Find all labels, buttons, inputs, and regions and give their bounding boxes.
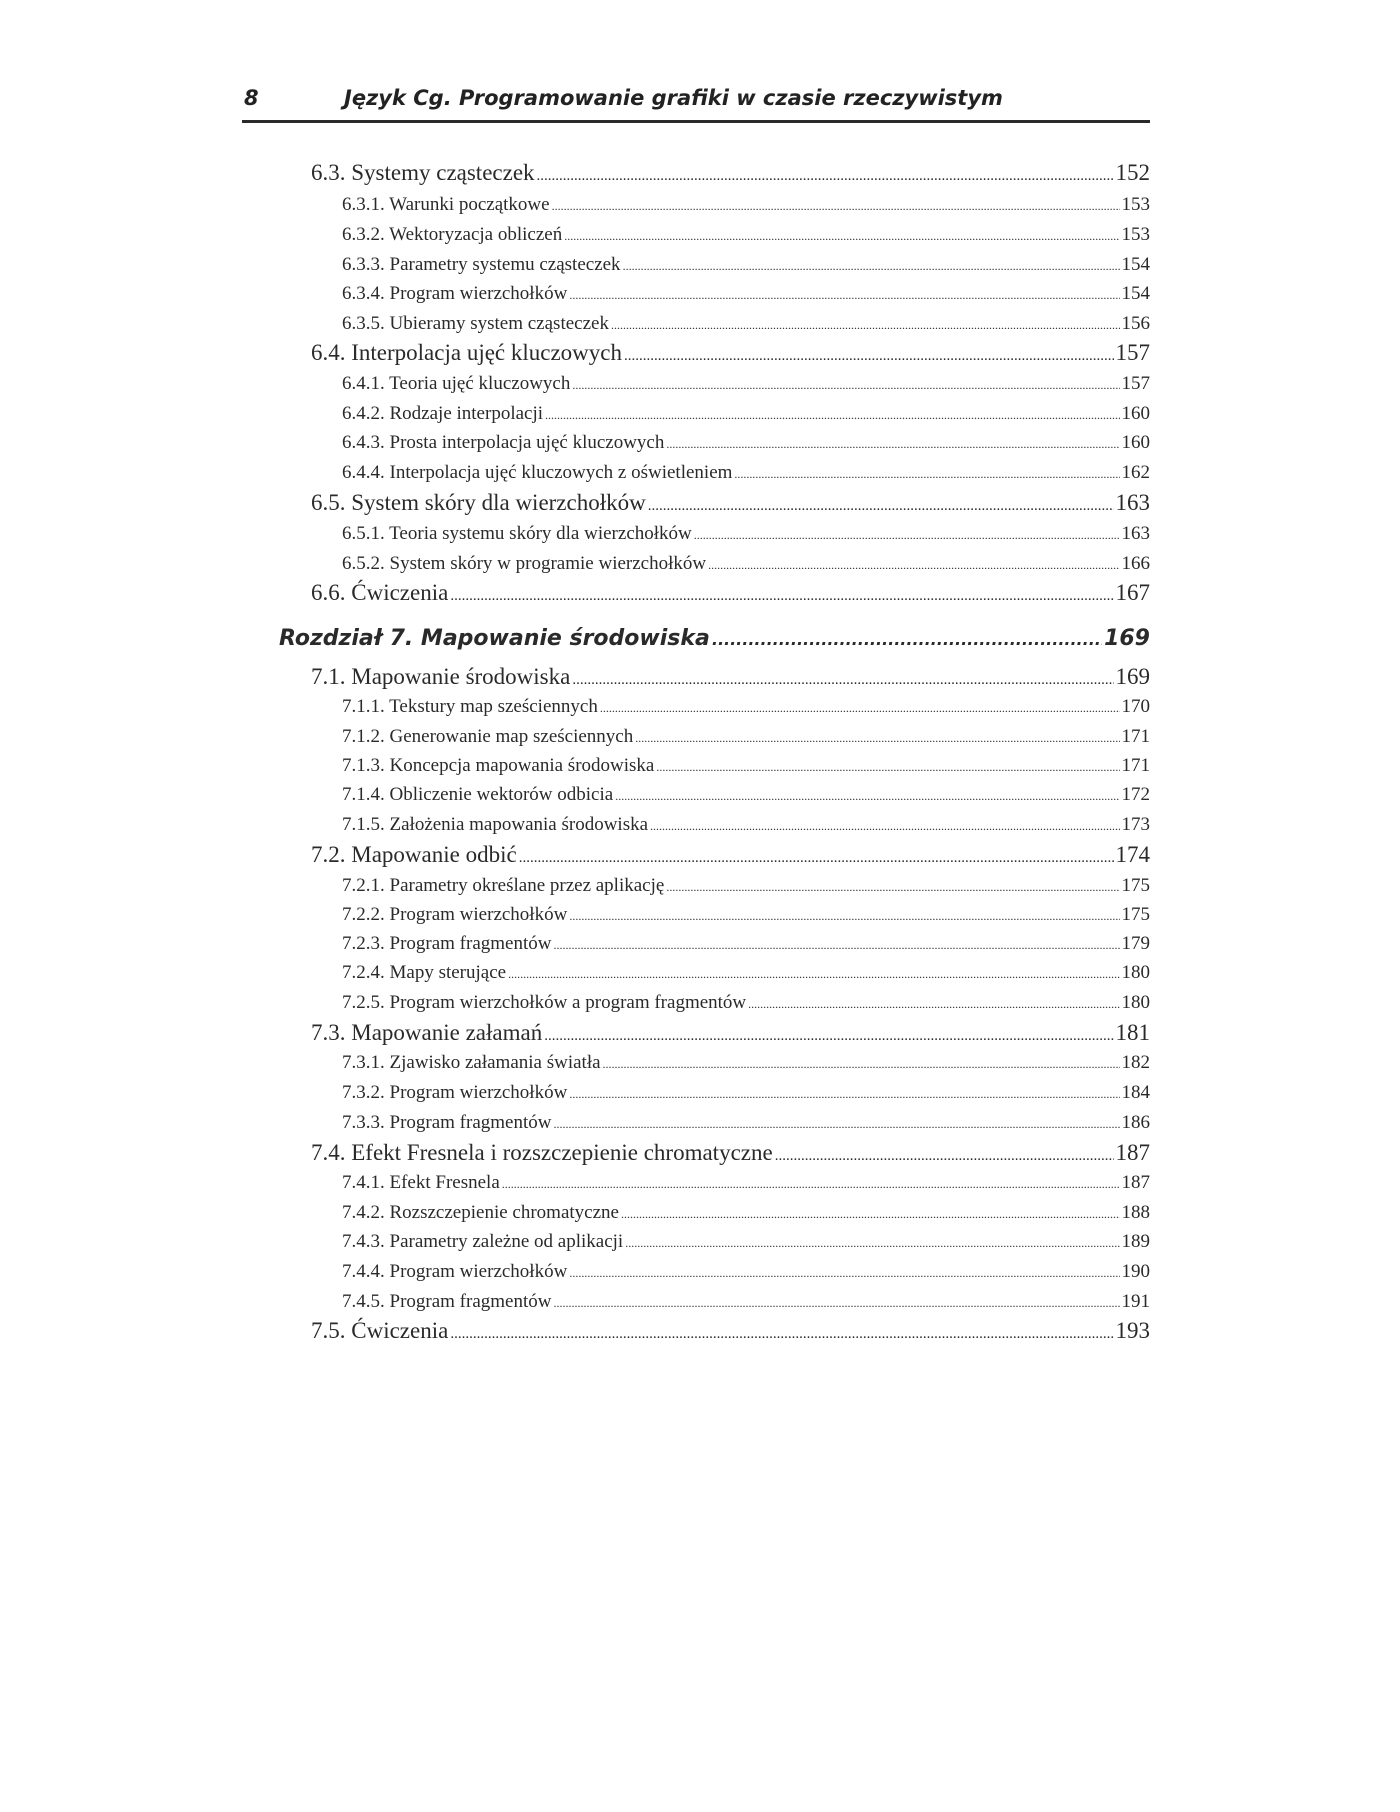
leader-dots [624, 340, 1113, 366]
leader-dots [564, 224, 1119, 246]
toc-page-number: 157 [1115, 340, 1150, 365]
toc-page-number: 152 [1115, 160, 1150, 185]
page-number: 8 [244, 86, 259, 110]
toc-page-number: 182 [1121, 1052, 1150, 1073]
toc-page-number: 180 [1121, 992, 1150, 1013]
toc-page-number: 191 [1121, 1291, 1150, 1312]
toc-section-entry[interactable] [311, 1020, 1150, 1050]
toc-section-entry[interactable] [311, 1140, 1150, 1170]
leader-dots [502, 1172, 1120, 1194]
leader-dots [508, 962, 1119, 984]
leader-dots [775, 1140, 1114, 1166]
leader-dots [572, 664, 1113, 690]
toc-subsection-entry[interactable] [342, 962, 1150, 988]
toc-entry-title: 7.2.5. Program wierzchołków a program fragmentów [342, 992, 747, 1013]
toc-page-number: 160 [1121, 432, 1150, 453]
leader-dots [648, 490, 1114, 516]
leader-dots [553, 1291, 1119, 1313]
leader-dots [450, 580, 1113, 606]
toc-entry-title: 7.1.2. Generowanie map sześciennych [342, 726, 634, 747]
toc-entry-title: 6.3.5. Ubieramy system cząsteczek [342, 313, 609, 334]
toc-subsection-entry[interactable] [342, 1261, 1150, 1287]
toc-section-entry[interactable] [311, 340, 1150, 370]
leader-dots [553, 1112, 1119, 1134]
toc-entry-title: 7.2.3. Program fragmentów [342, 933, 552, 954]
toc-entry-title: 6.3.3. Parametry systemu cząsteczek [342, 254, 621, 275]
toc-page-number: 156 [1121, 313, 1150, 334]
toc-entry-title: 7.4. Efekt Fresnela i rozszczepienie chromatyczne [311, 1140, 773, 1165]
toc-page-number: 175 [1121, 904, 1150, 925]
toc-section-entry[interactable] [311, 490, 1150, 520]
toc-subsection-entry[interactable] [342, 1231, 1150, 1257]
toc-entry-title: 6.4.3. Prosta interpolacja ujęć kluczowych [342, 432, 665, 453]
toc-subsection-entry[interactable] [342, 784, 1150, 810]
toc-entry-title: 7.1.1. Tekstury map sześciennych [342, 696, 598, 717]
toc-subsection-entry[interactable] [342, 1291, 1150, 1317]
toc-page-number: 160 [1121, 403, 1150, 424]
toc-page-number: 175 [1121, 875, 1150, 896]
leader-dots [666, 875, 1119, 897]
leader-dots [450, 1318, 1113, 1344]
toc-subsection-entry[interactable] [342, 992, 1150, 1018]
toc-page-number: 153 [1121, 224, 1150, 245]
toc-page-number: 184 [1121, 1082, 1150, 1103]
toc-subsection-entry[interactable] [342, 523, 1150, 549]
toc-subsection-entry[interactable] [342, 432, 1150, 458]
toc-subsection-entry[interactable] [342, 1202, 1150, 1228]
toc-page-number: 173 [1121, 814, 1150, 835]
toc-page-number: 187 [1115, 1140, 1150, 1165]
toc-entry-title: 7.1. Mapowanie środowiska [311, 664, 571, 689]
toc-entry-title: 7.4.4. Program wierzchołków [342, 1261, 568, 1282]
toc-page-number: 171 [1121, 755, 1150, 776]
toc-entry-title: 6.5. System skóry dla wierzchołków [311, 490, 646, 515]
toc-entry-title: 7.2.2. Program wierzchołków [342, 904, 568, 925]
toc-page-number: 169 [1115, 664, 1150, 689]
toc-subsection-entry[interactable] [342, 726, 1150, 752]
toc-section-entry[interactable] [311, 1318, 1150, 1348]
toc-page-number: 154 [1121, 254, 1150, 275]
toc-entry-title: 7.3.1. Zjawisko załamania światła [342, 1052, 601, 1073]
toc-page-number: 190 [1121, 1261, 1150, 1282]
toc-subsection-entry[interactable] [342, 283, 1150, 309]
leader-dots [569, 1082, 1119, 1104]
toc-page-number: 169 [1104, 626, 1150, 651]
leader-dots [625, 1231, 1119, 1253]
toc-subsection-entry[interactable] [342, 1082, 1150, 1108]
toc-subsection-entry[interactable] [342, 814, 1150, 840]
toc-entry-title: 7.1.5. Założenia mapowania środowiska [342, 814, 649, 835]
leader-dots [623, 254, 1120, 276]
toc-subsection-entry[interactable] [342, 875, 1150, 901]
toc-page-number: 188 [1121, 1202, 1150, 1223]
leader-dots [694, 523, 1120, 545]
toc-subsection-entry[interactable] [342, 313, 1150, 339]
leader-dots [569, 904, 1119, 926]
toc-page-number: 174 [1115, 842, 1150, 867]
toc-subsection-entry[interactable] [342, 194, 1150, 220]
toc-subsection-entry[interactable] [342, 933, 1150, 959]
leader-dots [603, 1052, 1120, 1074]
toc-entry-title: 6.3.1. Warunki początkowe [342, 194, 550, 215]
toc-page-number: 171 [1121, 726, 1150, 747]
toc-entry-title: 7.4.2. Rozszczepienie chromatyczne [342, 1202, 619, 1223]
leader-dots [615, 784, 1119, 806]
toc-subsection-entry[interactable] [342, 462, 1150, 488]
toc-page-number: 181 [1115, 1020, 1150, 1045]
leader-dots [635, 726, 1119, 748]
leader-dots [650, 814, 1119, 836]
toc-subsection-entry[interactable] [342, 755, 1150, 781]
toc-page-number: 162 [1121, 462, 1150, 483]
toc-page-number: 167 [1115, 580, 1150, 605]
toc-page-number: 186 [1121, 1112, 1150, 1133]
toc-section-entry[interactable] [311, 842, 1150, 872]
toc-subsection-entry[interactable] [342, 224, 1150, 250]
toc-entry-title: 6.3.2. Wektoryzacja obliczeń [342, 224, 563, 245]
toc-page-number: 166 [1121, 553, 1150, 574]
toc-subsection-entry[interactable] [342, 553, 1150, 579]
toc-entry-title: 7.1.4. Obliczenie wektorów odbicia [342, 784, 614, 805]
toc-subsection-entry[interactable] [342, 254, 1150, 280]
toc-page-number: 153 [1121, 194, 1150, 215]
toc-page-number: 189 [1121, 1231, 1150, 1252]
leader-dots [621, 1202, 1120, 1224]
toc-subsection-entry[interactable] [342, 696, 1150, 722]
book-title: Język Cg. Programowanie grafiki w czasie rzeczywistym [344, 86, 1003, 110]
toc-entry-title: 7.1.3. Koncepcja mapowania środowiska [342, 755, 655, 776]
leader-dots [600, 696, 1120, 718]
toc-subsection-entry[interactable] [342, 1172, 1150, 1198]
toc-section-entry[interactable] [311, 160, 1150, 190]
toc-chapter-entry[interactable] [279, 626, 1150, 658]
toc-page-number: 172 [1121, 784, 1150, 805]
toc-entry-title: 7.2.4. Mapy sterujące [342, 962, 507, 983]
toc-entry-title: 7.4.3. Parametry zależne od aplikacji [342, 1231, 624, 1252]
leader-dots [572, 373, 1119, 395]
toc-section-entry[interactable] [311, 664, 1150, 694]
leader-dots [569, 1261, 1119, 1283]
toc-subsection-entry[interactable] [342, 1112, 1150, 1138]
toc-entry-title: 7.3.2. Program wierzchołków [342, 1082, 568, 1103]
leader-dots [712, 626, 1102, 651]
leader-dots [748, 992, 1119, 1014]
toc-page-number: 170 [1121, 696, 1150, 717]
toc-page-number: 187 [1121, 1172, 1150, 1193]
toc-entry-title: 6.4.4. Interpolacja ujęć kluczowych z oświetleniem [342, 462, 733, 483]
toc-entry-title: 6.5.2. System skóry w programie wierzchołków [342, 553, 707, 574]
toc-entry-title: 6.4. Interpolacja ujęć kluczowych [311, 340, 623, 365]
toc-page-number: 163 [1121, 523, 1150, 544]
leader-dots [544, 1020, 1113, 1046]
toc-page-number: 163 [1115, 490, 1150, 515]
toc-section-entry[interactable] [311, 580, 1150, 610]
toc-entry-title: 6.3.4. Program wierzchołków [342, 283, 568, 304]
leader-dots [519, 842, 1114, 868]
toc-page-number: 180 [1121, 962, 1150, 983]
toc-entry-title: 7.4.5. Program fragmentów [342, 1291, 552, 1312]
leader-dots [611, 313, 1120, 335]
toc-entry-title: 7.2. Mapowanie odbić [311, 842, 517, 867]
running-header [242, 86, 1150, 123]
toc-page-number: 193 [1115, 1318, 1150, 1343]
toc-page-number: 157 [1121, 373, 1150, 394]
leader-dots [545, 403, 1119, 425]
leader-dots [537, 160, 1114, 186]
toc-entry-title: Rozdział 7. Mapowanie środowiska [279, 626, 710, 651]
leader-dots [552, 194, 1120, 216]
leader-dots [734, 462, 1119, 484]
leader-dots [666, 432, 1119, 454]
toc-entry-title: 6.3. Systemy cząsteczek [311, 160, 535, 185]
leader-dots [656, 755, 1119, 777]
toc-entry-title: 7.3.3. Program fragmentów [342, 1112, 552, 1133]
toc-entry-title: 6.4.2. Rodzaje interpolacji [342, 403, 544, 424]
toc-subsection-entry[interactable] [342, 403, 1150, 429]
leader-dots [553, 933, 1119, 955]
leader-dots [708, 553, 1119, 575]
toc-subsection-entry[interactable] [342, 1052, 1150, 1078]
toc-page-number: 179 [1121, 933, 1150, 954]
toc-entry-title: 6.5.1. Teoria systemu skóry dla wierzchołków [342, 523, 692, 544]
toc-entry-title: 6.4.1. Teoria ujęć kluczowych [342, 373, 571, 394]
toc-entry-title: 7.5. Ćwiczenia [311, 1318, 449, 1343]
toc-entry-title: 7.4.1. Efekt Fresnela [342, 1172, 500, 1193]
toc-subsection-entry[interactable] [342, 904, 1150, 930]
toc-page-number: 154 [1121, 283, 1150, 304]
toc-entry-title: 7.3. Mapowanie załamań [311, 1020, 543, 1045]
toc-subsection-entry[interactable] [342, 373, 1150, 399]
leader-dots [569, 283, 1119, 305]
toc-entry-title: 6.6. Ćwiczenia [311, 580, 449, 605]
toc-entry-title: 7.2.1. Parametry określane przez aplikację [342, 875, 665, 896]
